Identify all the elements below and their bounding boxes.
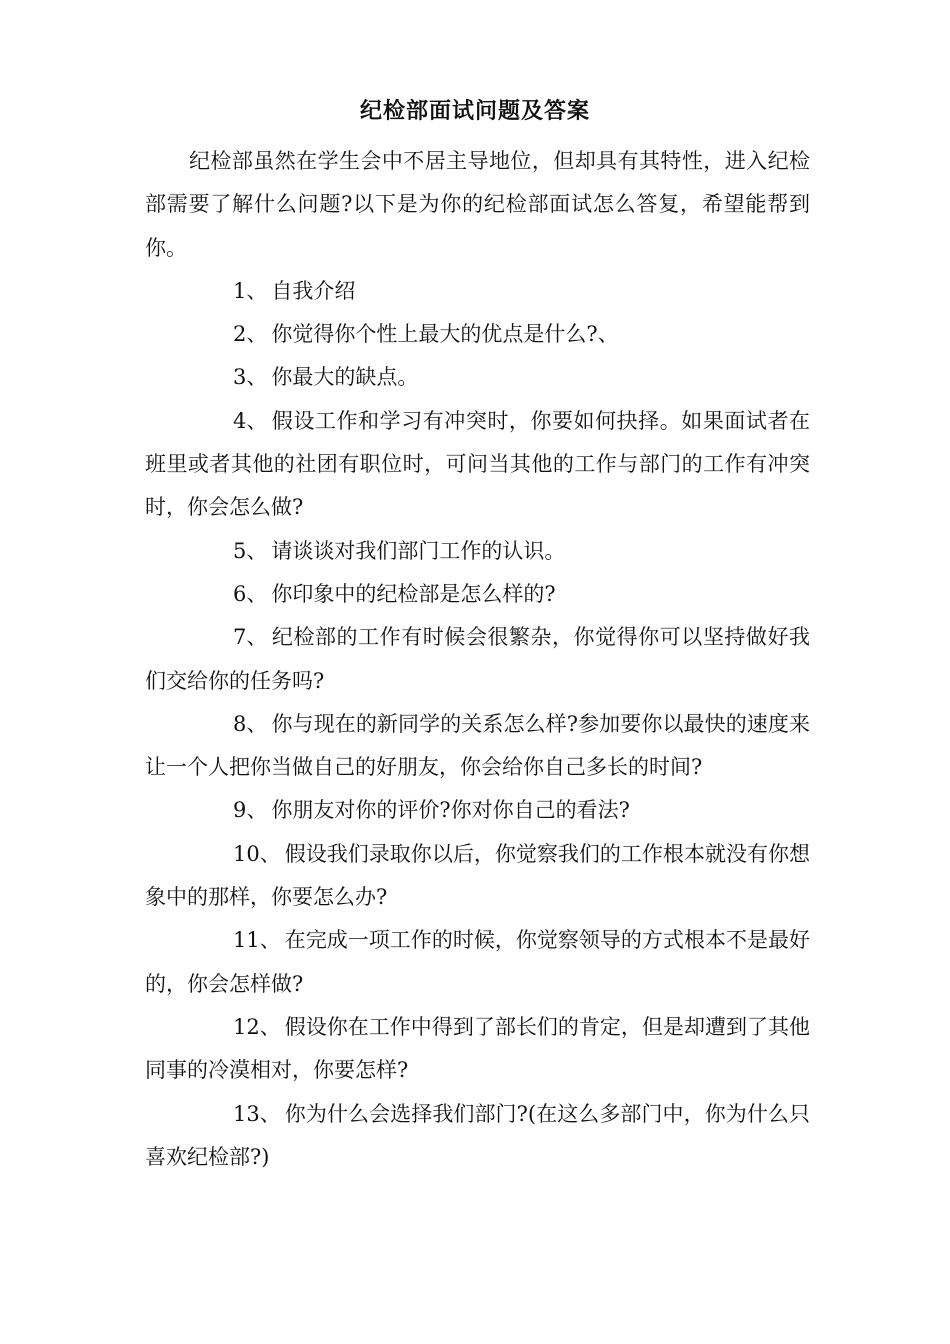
question-text: 你印象中的纪检部是怎么样的? [271, 581, 556, 606]
question-item [145, 833, 810, 920]
question-item [145, 919, 810, 1006]
question-text: 请谈谈对我们部门工作的认识。 [271, 538, 566, 563]
question-text: 你与现在的新同学的关系怎么样?参加要你以最快的速度来让一个人把你当做自己的好朋友，你会给你自己多长的时间? [145, 711, 810, 780]
question-number: 7、 [233, 625, 268, 650]
question-item [145, 616, 810, 703]
question-text: 你觉得你个性上最大的优点是什么?、 [271, 322, 619, 347]
question-number: 11、 [233, 928, 281, 953]
question-text: 假设工作和学习有冲突时，你要如何抉择。如果面试者在班里或者其他的社团有职位时，可问当其他的工作与部门的工作有冲突时，你会怎么做? [145, 408, 810, 520]
question-number: 5、 [233, 538, 268, 563]
question-number: 2、 [233, 322, 268, 347]
question-item [145, 573, 810, 616]
question-number: 13、 [233, 1101, 281, 1126]
question-text: 纪检部的工作有时候会很繁杂，你觉得你可以坚持做好我们交给你的任务吗? [145, 625, 810, 693]
question-number: 8、 [233, 711, 268, 736]
intro-paragraph: 纪检部虽然在学生会中不居主导地位，但却具有其特性，进入纪检部需要了解什么问题?以下是为你的纪检部面试怎么答复，希望能帮到你。 [145, 149, 810, 260]
question-item [145, 313, 810, 356]
question-text: 自我介绍 [271, 278, 356, 303]
question-item [145, 400, 810, 530]
question-number: 6、 [233, 581, 268, 606]
question-item [145, 789, 810, 832]
question-item [145, 1093, 810, 1180]
question-text: 假设你在工作中得到了部长们的肯定，但是却遭到了其他同事的冷漠相对，你要怎样? [145, 1014, 810, 1083]
question-item [145, 270, 810, 313]
question-item [145, 356, 810, 399]
question-text: 假设我们录取你以后，你觉察我们的工作根本就没有你想象中的那样，你要怎么办? [145, 841, 810, 910]
question-text: 你朋友对你的评价?你对你自己的看法? [271, 798, 630, 823]
question-number: 9、 [233, 798, 268, 823]
document-body [145, 140, 810, 1179]
question-number: 12、 [233, 1014, 281, 1039]
document-title: 纪检部面试问题及答案 [359, 98, 590, 124]
question-text: 你为什么会选择我们部门?(在这么多部门中，你为什么只喜欢纪检部?) [145, 1101, 810, 1169]
question-item [145, 703, 810, 790]
question-text: 在完成一项工作的时候，你觉察领导的方式根本不是最好的，你会怎样做? [145, 928, 810, 996]
question-number: 3、 [233, 365, 268, 390]
question-text: 你最大的缺点。 [271, 365, 419, 390]
question-item [145, 1006, 810, 1093]
question-number: 10、 [233, 841, 281, 866]
question-number: 4、 [233, 408, 268, 433]
question-number: 1、 [233, 278, 268, 303]
question-item [145, 530, 810, 573]
